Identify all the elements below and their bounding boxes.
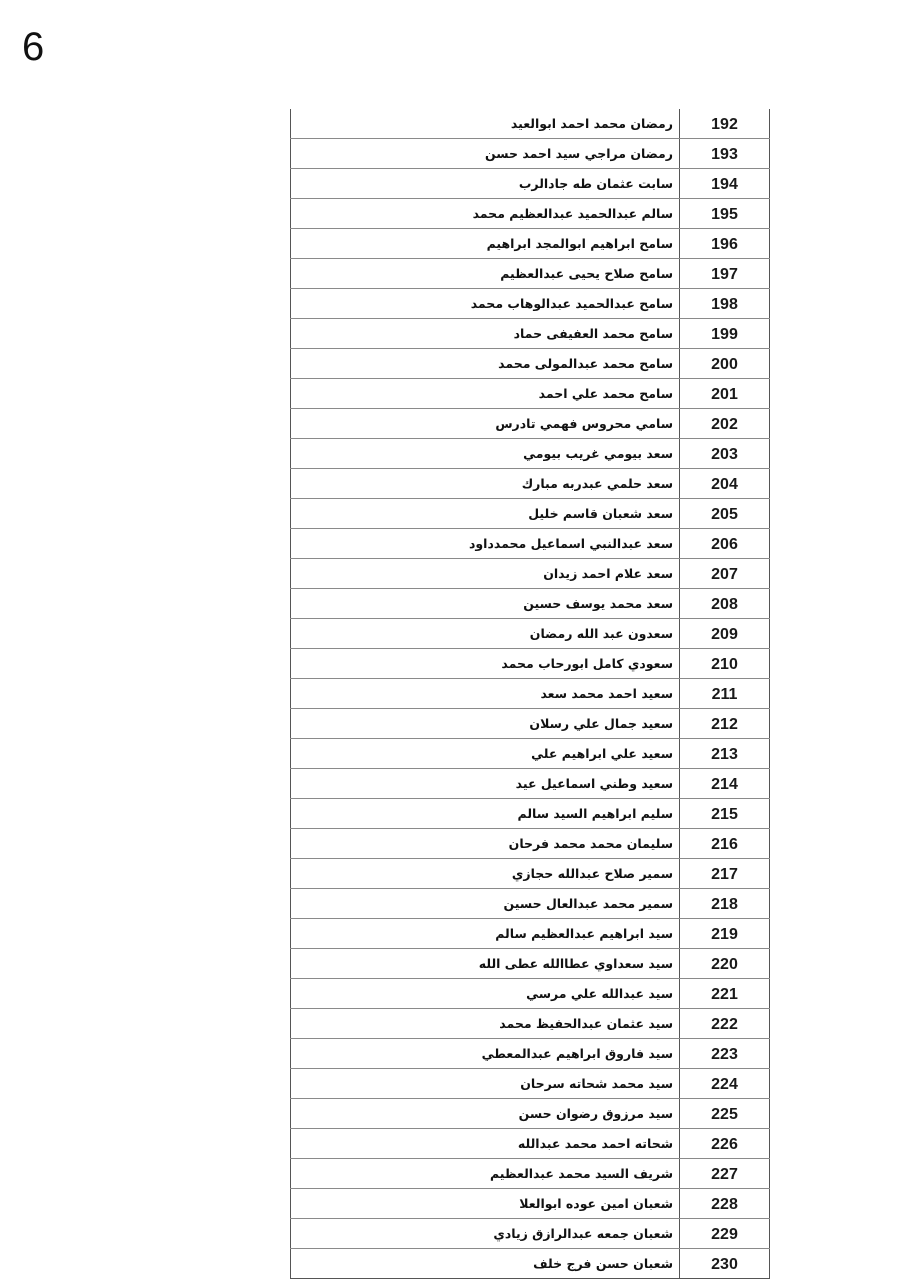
table-row bbox=[291, 979, 770, 1009]
row-number: 204 bbox=[680, 469, 770, 499]
table-row bbox=[291, 499, 770, 529]
table-row bbox=[291, 229, 770, 259]
table-row bbox=[291, 1129, 770, 1159]
row-name-cell bbox=[291, 229, 680, 259]
row-number: 206 bbox=[680, 529, 770, 559]
row-number: 211 bbox=[680, 679, 770, 709]
row-number: 212 bbox=[680, 709, 770, 739]
person-name: سابت عثمان طه جادالرب bbox=[518, 176, 673, 191]
table-row bbox=[291, 1009, 770, 1039]
row-number: 214 bbox=[680, 769, 770, 799]
person-name: سالم عبدالحميد عبدالعظيم محمد bbox=[472, 206, 673, 221]
row-name-cell bbox=[291, 739, 680, 769]
table-row bbox=[291, 709, 770, 739]
person-name: سامح محمد علي احمد bbox=[538, 386, 673, 401]
row-name-cell bbox=[291, 1069, 680, 1099]
row-number: 225 bbox=[680, 1099, 770, 1129]
row-number: 202 bbox=[680, 409, 770, 439]
table-row bbox=[291, 559, 770, 589]
table-row bbox=[291, 799, 770, 829]
person-name: سعد عبدالنبي اسماعيل محمدداود bbox=[469, 536, 673, 551]
person-name: سعد بيومي غريب بيومي bbox=[523, 446, 673, 461]
row-number: 201 bbox=[680, 379, 770, 409]
row-number: 223 bbox=[680, 1039, 770, 1069]
person-name: سامي محروس فهمي تادرس bbox=[495, 416, 673, 431]
table-row bbox=[291, 589, 770, 619]
names-table-container bbox=[290, 109, 770, 1279]
row-number: 220 bbox=[680, 949, 770, 979]
row-name-cell bbox=[291, 949, 680, 979]
row-number: 228 bbox=[680, 1189, 770, 1219]
table-row bbox=[291, 949, 770, 979]
row-name-cell bbox=[291, 349, 680, 379]
row-name-cell bbox=[291, 289, 680, 319]
person-name: رمضان مراجي سيد احمد حسن bbox=[485, 146, 673, 161]
table-row bbox=[291, 409, 770, 439]
person-name: سعيد علي ابراهيم علي bbox=[531, 746, 673, 761]
row-name-cell bbox=[291, 409, 680, 439]
person-name: سيد محمد شحاته سرحان bbox=[520, 1076, 673, 1091]
row-number: 213 bbox=[680, 739, 770, 769]
table-row bbox=[291, 469, 770, 499]
person-name: سامح محمد عبدالمولى محمد bbox=[498, 356, 673, 371]
person-name: شعبان جمعه عبدالرازق زيادي bbox=[493, 1226, 673, 1241]
person-name: سامح ابراهيم ابوالمجد ابراهيم bbox=[486, 236, 673, 251]
person-name: سيد عثمان عبدالحفيظ محمد bbox=[499, 1016, 673, 1031]
row-name-cell bbox=[291, 1219, 680, 1249]
table-row bbox=[291, 379, 770, 409]
row-name-cell bbox=[291, 109, 680, 139]
row-name-cell bbox=[291, 1129, 680, 1159]
row-name-cell bbox=[291, 1159, 680, 1189]
row-name-cell bbox=[291, 169, 680, 199]
person-name: سيد مرزوق رضوان حسن bbox=[518, 1106, 673, 1121]
table-row bbox=[291, 679, 770, 709]
row-name-cell bbox=[291, 889, 680, 919]
table-row bbox=[291, 199, 770, 229]
row-name-cell bbox=[291, 619, 680, 649]
table-row bbox=[291, 859, 770, 889]
row-number: 229 bbox=[680, 1219, 770, 1249]
table-row bbox=[291, 889, 770, 919]
row-name-cell bbox=[291, 499, 680, 529]
person-name: سامح صلاح يحيى عبدالعظيم bbox=[500, 266, 673, 281]
person-name: رمضان محمد احمد ابوالعيد bbox=[510, 116, 673, 131]
person-name: سليمان محمد محمد فرحان bbox=[508, 836, 673, 851]
table-row bbox=[291, 1249, 770, 1279]
row-number: 221 bbox=[680, 979, 770, 1009]
table-row bbox=[291, 1099, 770, 1129]
row-number: 216 bbox=[680, 829, 770, 859]
person-name: سيد سعداوي عطاالله عطى الله bbox=[478, 956, 673, 971]
row-name-cell bbox=[291, 1099, 680, 1129]
table-row bbox=[291, 259, 770, 289]
row-number: 226 bbox=[680, 1129, 770, 1159]
person-name: سمير محمد عبدالعال حسين bbox=[503, 896, 673, 911]
table-row bbox=[291, 649, 770, 679]
row-name-cell bbox=[291, 1039, 680, 1069]
table-row bbox=[291, 439, 770, 469]
table-row bbox=[291, 1189, 770, 1219]
row-number: 227 bbox=[680, 1159, 770, 1189]
row-name-cell bbox=[291, 829, 680, 859]
table-row bbox=[291, 529, 770, 559]
row-number: 205 bbox=[680, 499, 770, 529]
names-table-body bbox=[291, 109, 770, 1279]
row-number: 209 bbox=[680, 619, 770, 649]
table-row bbox=[291, 1039, 770, 1069]
row-number: 198 bbox=[680, 289, 770, 319]
row-number: 230 bbox=[680, 1249, 770, 1279]
row-name-cell bbox=[291, 259, 680, 289]
names-table bbox=[290, 109, 770, 1279]
row-name-cell bbox=[291, 649, 680, 679]
row-name-cell bbox=[291, 1009, 680, 1039]
person-name: سعودي كامل ابورحاب محمد bbox=[501, 656, 673, 671]
person-name: شعبان حسن فرج خلف bbox=[533, 1256, 673, 1271]
table-row bbox=[291, 109, 770, 139]
person-name: سعد محمد يوسف حسين bbox=[523, 596, 673, 611]
row-name-cell bbox=[291, 979, 680, 1009]
person-name: شحاته احمد محمد عبدالله bbox=[517, 1136, 673, 1151]
person-name: سعيد وطني اسماعيل عيد bbox=[515, 776, 673, 791]
person-name: سليم ابراهيم السيد سالم bbox=[517, 806, 673, 821]
row-name-cell bbox=[291, 139, 680, 169]
person-name: شريف السيد محمد عبدالعظيم bbox=[489, 1166, 673, 1181]
row-name-cell bbox=[291, 709, 680, 739]
row-name-cell bbox=[291, 529, 680, 559]
row-name-cell bbox=[291, 1189, 680, 1219]
person-name: سعد علام احمد زيدان bbox=[543, 566, 673, 581]
row-name-cell bbox=[291, 919, 680, 949]
row-number: 218 bbox=[680, 889, 770, 919]
row-number: 200 bbox=[680, 349, 770, 379]
row-name-cell bbox=[291, 799, 680, 829]
row-number: 196 bbox=[680, 229, 770, 259]
table-row bbox=[291, 1159, 770, 1189]
row-name-cell bbox=[291, 859, 680, 889]
person-name: سيد ابراهيم عبدالعظيم سالم bbox=[495, 926, 673, 941]
table-row bbox=[291, 289, 770, 319]
row-number: 215 bbox=[680, 799, 770, 829]
row-name-cell bbox=[291, 379, 680, 409]
table-row bbox=[291, 739, 770, 769]
row-number: 224 bbox=[680, 1069, 770, 1099]
table-row bbox=[291, 169, 770, 199]
row-name-cell bbox=[291, 1249, 680, 1279]
table-row bbox=[291, 919, 770, 949]
person-name: سعد شعبان قاسم خليل bbox=[528, 506, 673, 521]
table-row bbox=[291, 619, 770, 649]
person-name: سعدون عبد الله رمضان bbox=[529, 626, 673, 641]
table-row bbox=[291, 139, 770, 169]
row-number: 193 bbox=[680, 139, 770, 169]
row-number: 195 bbox=[680, 199, 770, 229]
row-number: 208 bbox=[680, 589, 770, 619]
table-row bbox=[291, 319, 770, 349]
table-row bbox=[291, 829, 770, 859]
person-name: سعيد جمال علي رسلان bbox=[529, 716, 673, 731]
row-number: 194 bbox=[680, 169, 770, 199]
row-number: 217 bbox=[680, 859, 770, 889]
row-name-cell bbox=[291, 589, 680, 619]
row-name-cell bbox=[291, 439, 680, 469]
row-number: 207 bbox=[680, 559, 770, 589]
row-name-cell bbox=[291, 679, 680, 709]
row-name-cell bbox=[291, 559, 680, 589]
row-number: 210 bbox=[680, 649, 770, 679]
row-number: 222 bbox=[680, 1009, 770, 1039]
person-name: سعد حلمي عبدربه مبارك bbox=[521, 476, 673, 491]
row-number: 199 bbox=[680, 319, 770, 349]
table-row bbox=[291, 1069, 770, 1099]
row-name-cell bbox=[291, 769, 680, 799]
person-name: سامح محمد العفيفى حماد bbox=[513, 326, 673, 341]
person-name: سيد عبدالله علي مرسي bbox=[526, 986, 673, 1001]
person-name: سعيد احمد محمد سعد bbox=[540, 686, 673, 701]
person-name: سيد فاروق ابراهيم عبدالمعطي bbox=[481, 1046, 673, 1061]
person-name: سمير صلاح عبدالله حجازي bbox=[511, 866, 673, 881]
row-name-cell bbox=[291, 319, 680, 349]
row-number: 192 bbox=[680, 109, 770, 139]
row-name-cell bbox=[291, 469, 680, 499]
row-number: 219 bbox=[680, 919, 770, 949]
table-row bbox=[291, 1219, 770, 1249]
row-number: 203 bbox=[680, 439, 770, 469]
row-name-cell bbox=[291, 199, 680, 229]
person-name: سامح عبدالحميد عبدالوهاب محمد bbox=[470, 296, 673, 311]
page-number: 6 bbox=[22, 25, 45, 69]
row-number: 197 bbox=[680, 259, 770, 289]
table-row bbox=[291, 349, 770, 379]
table-row bbox=[291, 769, 770, 799]
person-name: شعبان امين عوده ابوالعلا bbox=[519, 1196, 673, 1211]
